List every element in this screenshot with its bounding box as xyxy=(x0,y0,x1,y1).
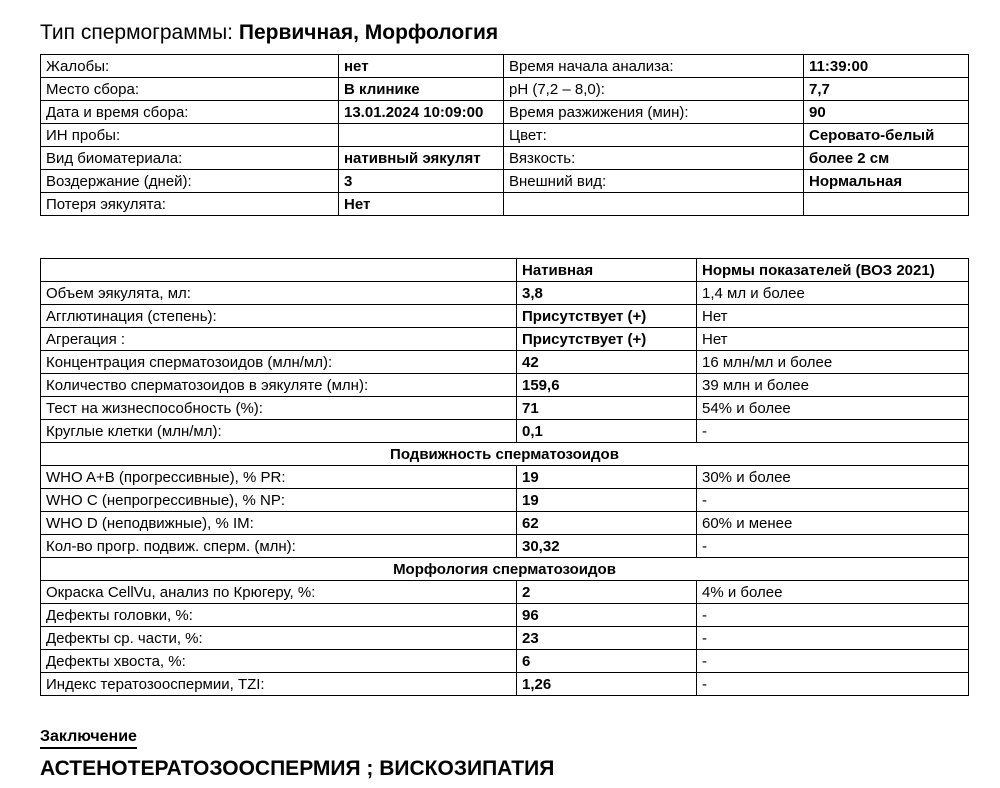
parameter-name: Тест на жизнеспособность (%): xyxy=(41,397,517,420)
parameter-norm: - xyxy=(697,489,969,512)
conclusion-label: Заключение xyxy=(40,727,137,749)
info-label-2: Вязкость: xyxy=(504,147,804,170)
parameter-norm: 1,4 мл и более xyxy=(697,282,969,305)
parameter-name: Круглые клетки (млн/мл): xyxy=(41,420,517,443)
parameter-value: 0,1 xyxy=(517,420,697,443)
info-row xyxy=(41,55,969,78)
result-row xyxy=(41,282,969,305)
result-row xyxy=(41,397,969,420)
info-label: Место сбора: xyxy=(41,78,339,101)
parameter-value: 23 xyxy=(517,627,697,650)
parameter-name: Количество сперматозоидов в эякуляте (млн): xyxy=(41,374,517,397)
parameter-value: 62 xyxy=(517,512,697,535)
results-table xyxy=(40,258,969,696)
result-row xyxy=(41,466,969,489)
info-value: В клинике xyxy=(339,78,504,101)
section-header-row xyxy=(41,558,969,581)
parameter-value: 19 xyxy=(517,489,697,512)
parameter-name: Кол-во прогр. подвиж. сперм. (млн): xyxy=(41,535,517,558)
parameter-value: 19 xyxy=(517,466,697,489)
result-row xyxy=(41,512,969,535)
header-norms: Нормы показателей (ВОЗ 2021) xyxy=(697,259,969,282)
info-label-2: Внешний вид: xyxy=(504,170,804,193)
info-value: 13.01.2024 10:09:00 xyxy=(339,101,504,124)
parameter-value: Присутствует (+) xyxy=(517,328,697,351)
title-value: Первичная, Морфология xyxy=(238,21,499,44)
result-row xyxy=(41,328,969,351)
result-row xyxy=(41,305,969,328)
parameter-value: 1,26 xyxy=(517,673,697,696)
parameter-norm: - xyxy=(697,535,969,558)
parameter-value: 71 xyxy=(517,397,697,420)
title-prefix: Тип спермограммы: xyxy=(40,21,234,44)
parameter-value: 42 xyxy=(517,351,697,374)
parameter-norm: - xyxy=(697,420,969,443)
parameter-norm: - xyxy=(697,604,969,627)
parameter-norm: 60% и менее xyxy=(697,512,969,535)
info-row xyxy=(41,147,969,170)
info-value xyxy=(339,124,504,147)
parameter-norm: - xyxy=(697,673,969,696)
parameter-name: WHO C (непрогрессивные), % NP: xyxy=(41,489,517,512)
parameter-norm: 54% и более xyxy=(697,397,969,420)
info-value-2: более 2 см xyxy=(804,147,969,170)
result-row xyxy=(41,627,969,650)
result-row xyxy=(41,581,969,604)
parameter-norm: - xyxy=(697,627,969,650)
parameter-name: Объем эякулята, мл: xyxy=(41,282,517,305)
parameter-norm: 16 млн/мл и более xyxy=(697,351,969,374)
header-native: Нативная xyxy=(517,259,697,282)
info-label: Потеря эякулята: xyxy=(41,193,339,216)
parameter-name: Концентрация сперматозоидов (млн/мл): xyxy=(41,351,517,374)
parameter-value: 3,8 xyxy=(517,282,697,305)
result-row xyxy=(41,489,969,512)
info-row xyxy=(41,170,969,193)
info-value-2: Серовато-белый xyxy=(804,124,969,147)
parameter-value: 2 xyxy=(517,581,697,604)
sample-info-table xyxy=(40,54,969,216)
results-header-row xyxy=(41,259,969,282)
parameter-norm: 30% и более xyxy=(697,466,969,489)
info-value-2: 11:39:00 xyxy=(804,55,969,78)
info-label-2: Цвет: xyxy=(504,124,804,147)
parameter-value: 30,32 xyxy=(517,535,697,558)
result-row xyxy=(41,420,969,443)
info-value: нативный эякулят xyxy=(339,147,504,170)
info-label: Вид биоматериала: xyxy=(41,147,339,170)
header-empty-cell xyxy=(41,259,517,282)
info-value: нет xyxy=(339,55,504,78)
section-motility-title: Подвижность сперматозоидов xyxy=(41,443,969,466)
result-row xyxy=(41,535,969,558)
info-label-2: Время начала анализа: xyxy=(504,55,804,78)
parameter-name: Агглютинация (степень): xyxy=(41,305,517,328)
parameter-value: 159,6 xyxy=(517,374,697,397)
parameter-name: Дефекты головки, %: xyxy=(41,604,517,627)
section-header-row xyxy=(41,443,969,466)
info-value-2 xyxy=(804,193,969,216)
info-row xyxy=(41,193,969,216)
info-row xyxy=(41,78,969,101)
result-row xyxy=(41,351,969,374)
result-row xyxy=(41,604,969,627)
document-title xyxy=(40,19,498,47)
info-value-2: 7,7 xyxy=(804,78,969,101)
info-label: Воздержание (дней): xyxy=(41,170,339,193)
parameter-name: Окраска CellVu, анализ по Крюгеру, %: xyxy=(41,581,517,604)
parameter-name: Агрегация : xyxy=(41,328,517,351)
section-morphology-title: Морфология сперматозоидов xyxy=(41,558,969,581)
result-row xyxy=(41,650,969,673)
info-row xyxy=(41,101,969,124)
info-value: Нет xyxy=(339,193,504,216)
parameter-name: Индекс тератозооспермии, TZI: xyxy=(41,673,517,696)
parameter-value: Присутствует (+) xyxy=(517,305,697,328)
info-value: 3 xyxy=(339,170,504,193)
parameter-value: 6 xyxy=(517,650,697,673)
parameter-name: Дефекты хвоста, %: xyxy=(41,650,517,673)
info-label-2: Время разжижения (мин): xyxy=(504,101,804,124)
parameter-name: WHO D (неподвижные), % IM: xyxy=(41,512,517,535)
info-label: ИН пробы: xyxy=(41,124,339,147)
info-value-2: Нормальная xyxy=(804,170,969,193)
info-label: Дата и время сбора: xyxy=(41,101,339,124)
parameter-norm: - xyxy=(697,650,969,673)
info-value-2: 90 xyxy=(804,101,969,124)
conclusion-text: АСТЕНОТЕРАТОЗООСПЕРМИЯ ; ВИСКОЗИПАТИЯ xyxy=(40,757,555,780)
parameter-norm: 39 млн и более xyxy=(697,374,969,397)
parameter-name: Дефекты ср. части, %: xyxy=(41,627,517,650)
result-row xyxy=(41,374,969,397)
parameter-norm: Нет xyxy=(697,328,969,351)
parameter-value: 96 xyxy=(517,604,697,627)
result-row xyxy=(41,673,969,696)
parameter-norm: 4% и более xyxy=(697,581,969,604)
parameter-norm: Нет xyxy=(697,305,969,328)
info-label: Жалобы: xyxy=(41,55,339,78)
info-label-2 xyxy=(504,193,804,216)
info-row xyxy=(41,124,969,147)
info-label-2: pH (7,2 – 8,0): xyxy=(504,78,804,101)
parameter-name: WHO A+B (прогрессивные), % PR: xyxy=(41,466,517,489)
